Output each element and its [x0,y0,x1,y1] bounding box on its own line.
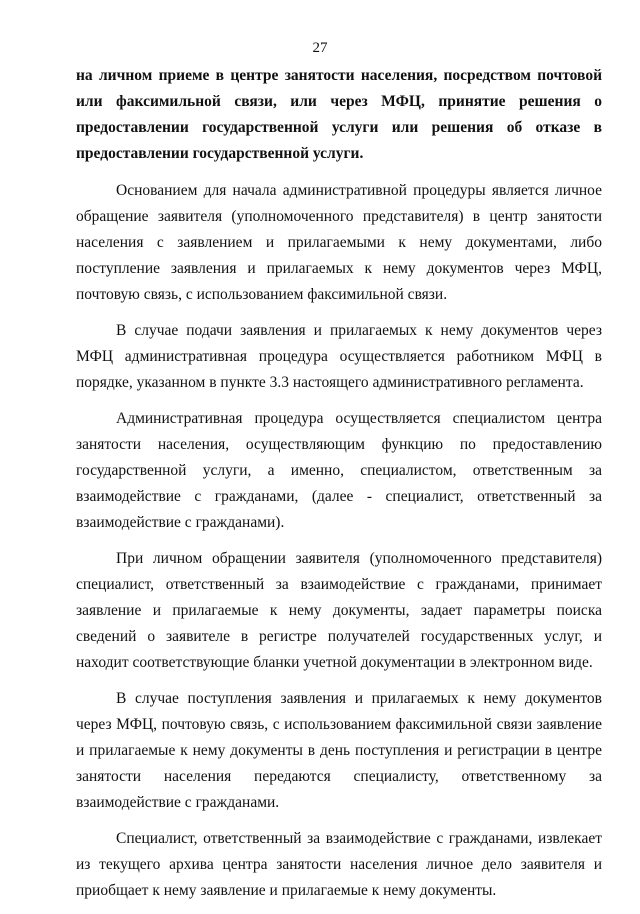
paragraph-personal-file: Специалист, ответственный за взаимодействие с гражданами, извлекает из текущего архива центра занятости населения личное дело заявителя и приобщает к нему заявление и прилагаемые к нему документы. [76,830,602,899]
paragraph-heading-continuation: на личном приеме в центре занятости населения, посредством почтовой или факсимильной связи, или через МФЦ, принятие решения о предоставлении государственной услуги или решения об отказе в предоставлении государственной услуги. [76,67,602,162]
paragraph-grounds: Основанием для начала административной процедуры является личное обращение заявителя (уполномоченного представителя) в центр занятости населения с заявлением и прилагаемыми к нему документами, либо поступление заявления и прилагаемых к нему документов через МФЦ, почтовую связь, с использованием факсимильной связи. [76,182,602,303]
paragraph-specialist: Административная процедура осуществляется специалистом центра занятости населения, осуществляющим функцию по предоставлению государственной услуги, а именно, специалистом, ответственным за взаимодействие с гражданами, (далее - специалист, ответственный за взаимодействие с гражданами). [76,410,602,531]
paragraph-personal-appeal: При личном обращении заявителя (уполномоченного представителя) специалист, ответственный за взаимодействие с гражданами, принимает заявление и прилагаемые к нему документы, задает параметры поиска сведений о заявителе в регистре получателей государственных услуг, и находит соответствующие бланки учетной документации в электронном виде. [76,550,602,671]
paragraph-mfc-submission: В случае подачи заявления и прилагаемых к нему документов через МФЦ административная процедура осуществляется работником МФЦ в порядке, указанном в пункте 3.3 настоящего административного регламента. [76,322,602,391]
page-number: 27 [312,40,328,56]
document-body [76,63,602,914]
paragraph-documents-transfer: В случае поступления заявления и прилагаемых к нему документов через МФЦ, почтовую связь, с использованием факсимильной связи заявление и прилагаемые к нему документы в день поступления и регистрации в центре занятости населения передаются специалисту, ответственному за взаимодействие с гражданами. [76,690,602,811]
